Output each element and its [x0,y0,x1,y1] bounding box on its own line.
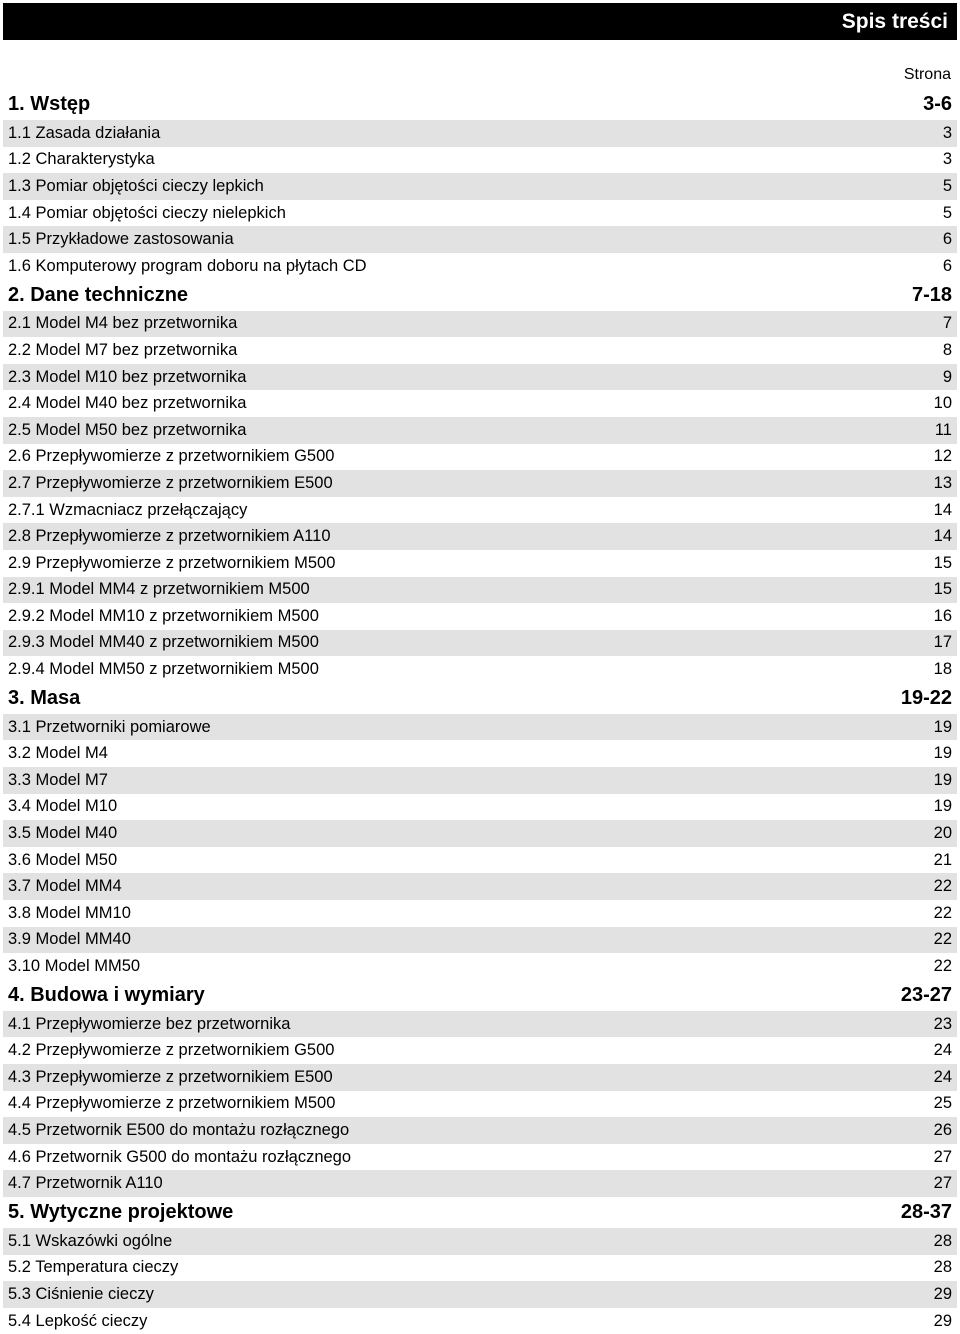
toc-section-page: 3-6 [923,93,952,115]
toc-item-title: 2.6 Przepływomierze z przetwornikiem G500 [8,447,335,466]
toc-item-title: 2.1 Model M4 bez przetwornika [8,314,238,333]
toc-item-row[interactable] [3,364,957,391]
toc-item-title: 1.1 Zasada działania [8,123,161,142]
toc-item-row[interactable] [3,1308,957,1334]
toc-item-page: 22 [933,877,952,896]
toc-item-row[interactable] [3,1117,957,1144]
toc-item-page: 14 [933,500,952,519]
toc-item-title: 2.9.1 Model MM4 z przetwornikiem M500 [8,580,310,599]
toc-item-page: 23 [933,1014,952,1033]
toc-item-title: 1.3 Pomiar objętości cieczy lepkich [8,176,264,195]
toc-item-row[interactable] [3,173,957,200]
toc-item-page: 15 [933,580,952,599]
toc-item-row[interactable] [3,337,957,364]
toc-item-page: 6 [942,230,952,249]
table-of-contents [3,89,957,1334]
toc-item-title: 4.5 Przetwornik E500 do montażu rozłącznego [8,1120,350,1139]
toc-item-row[interactable] [3,1170,957,1197]
toc-item-page: 24 [933,1067,952,1086]
toc-section-row[interactable] [3,980,957,1011]
toc-item-page: 25 [933,1094,952,1113]
toc-item-title: 3.6 Model M50 [8,850,118,869]
toc-item-title: 3.1 Przetworniki pomiarowe [8,717,211,736]
toc-item-page: 3 [942,123,952,142]
toc-item-row[interactable] [3,1011,957,1038]
toc-item-page: 18 [933,660,952,679]
toc-item-page: 5 [942,203,952,222]
toc-item-title: 2.7 Przepływomierze z przetwornikiem E500 [8,473,333,492]
toc-item-row[interactable] [3,767,957,794]
toc-item-row[interactable] [3,740,957,767]
toc-item-title: 5.2 Temperatura cieczy [8,1258,179,1277]
toc-item-page: 28 [933,1231,952,1250]
toc-item-row[interactable] [3,820,957,847]
toc-section-title: 4. Budowa i wymiary [8,983,205,1006]
toc-item-page: 22 [933,903,952,922]
toc-item-page: 27 [933,1174,952,1193]
toc-item-title: 3.8 Model MM10 [8,903,131,922]
toc-item-page: 22 [933,930,952,949]
toc-item-title: 3.5 Model M40 [8,824,118,843]
toc-item-row[interactable] [3,147,957,174]
toc-item-page: 11 [934,420,952,439]
toc-item-title: 5.1 Wskazówki ogólne [8,1231,173,1250]
toc-section-title: 2. Dane techniczne [8,283,189,306]
toc-section-row[interactable] [3,1197,957,1228]
toc-section-row[interactable] [3,89,957,120]
toc-item-page: 16 [933,606,952,625]
toc-item-row[interactable] [3,873,957,900]
toc-item-page: 9 [942,367,952,386]
toc-item-title: 2.9.4 Model MM50 z przetwornikiem M500 [8,660,319,679]
toc-item-title: 1.6 Komputerowy program doboru na płytach CD [8,256,367,275]
page-title: Spis treści [841,10,948,33]
toc-item-title: 2.3 Model M10 bez przetwornika [8,367,247,386]
toc-item-page: 19 [933,744,952,763]
toc-item-row[interactable] [3,120,957,147]
toc-item-title: 2.4 Model M40 bez przetwornika [8,394,247,413]
toc-item-page: 19 [933,770,952,789]
toc-item-row[interactable] [3,1091,957,1118]
toc-item-title: 4.7 Przetwornik A110 [8,1174,163,1193]
toc-item-page: 21 [933,850,952,869]
toc-item-row[interactable] [3,444,957,471]
toc-section-title: 1. Wstęp [8,93,91,115]
toc-item-title: 4.2 Przepływomierze z przetwornikiem G500 [8,1041,335,1060]
toc-item-page: 10 [933,394,952,413]
toc-item-title: 3.7 Model MM4 [8,877,122,896]
toc-item-title: 3.10 Model MM50 [8,957,141,976]
toc-item-title: 4.6 Przetwornik G500 do montażu rozłącznego [8,1147,352,1166]
toc-item-row[interactable] [3,1064,957,1091]
toc-item-page: 17 [933,633,952,652]
toc-item-title: 2.9.3 Model MM40 z przetwornikiem M500 [8,633,319,652]
toc-item-page: 19 [933,797,952,816]
toc-item-page: 20 [933,824,952,843]
toc-item-page: 6 [942,256,952,275]
toc-item-title: 5.3 Ciśnienie cieczy [8,1284,154,1303]
toc-section-row[interactable] [3,280,957,311]
toc-item-row[interactable] [3,1255,957,1282]
toc-item-row[interactable] [3,417,957,444]
toc-item-page: 14 [933,527,952,546]
toc-item-page: 24 [933,1041,952,1060]
toc-section-row[interactable] [3,683,957,714]
toc-item-page: 26 [933,1120,952,1139]
toc-item-title: 2.2 Model M7 bez przetwornika [8,340,238,359]
toc-item-page: 22 [933,957,952,976]
toc-item-row[interactable] [3,1037,957,1064]
toc-item-page: 5 [942,176,952,195]
toc-item-row[interactable] [3,200,957,227]
toc-item-page: 19 [933,717,952,736]
toc-item-title: 2.7.1 Wzmacniacz przełączający [8,500,248,519]
toc-item-row[interactable] [3,953,957,980]
toc-item-row[interactable] [3,714,957,741]
toc-item-row[interactable] [3,577,957,604]
toc-section-page: 7-18 [911,283,952,306]
toc-item-row[interactable] [3,311,957,338]
toc-item-title: 5.4 Lepkość cieczy [8,1311,148,1330]
toc-item-row[interactable] [3,656,957,683]
toc-item-title: 1.4 Pomiar objętości cieczy nielepkich [8,203,286,222]
toc-item-page: 3 [942,150,952,169]
toc-item-page: 7 [942,314,952,333]
toc-section-page: 28-37 [900,1200,952,1223]
toc-item-title: 4.1 Przepływomierze bez przetwornika [8,1014,291,1033]
toc-item-title: 3.4 Model M10 [8,797,118,816]
header-bar [3,3,957,40]
toc-item-row[interactable] [3,1228,957,1255]
toc-item-row[interactable] [3,226,957,253]
toc-item-row[interactable] [3,794,957,821]
toc-item-row[interactable] [3,253,957,280]
toc-section-title: 3. Masa [8,686,81,709]
toc-item-row[interactable] [3,847,957,874]
toc-item-title: 1.5 Przykładowe zastosowania [8,230,234,249]
toc-item-row[interactable] [3,900,957,927]
toc-item-row[interactable] [3,470,957,497]
toc-item-page: 27 [933,1147,952,1166]
toc-section-title: 5. Wytyczne projektowe [8,1200,234,1223]
toc-item-page: 13 [933,473,952,492]
toc-item-title: 3.9 Model MM40 [8,930,131,949]
toc-item-page: 12 [933,447,952,466]
toc-item-row[interactable] [3,1144,957,1171]
toc-item-page: 8 [942,340,952,359]
toc-item-title: 2.5 Model M50 bez przetwornika [8,420,247,439]
toc-item-page: 28 [933,1258,952,1277]
toc-item-row[interactable] [3,927,957,954]
toc-item-title: 1.2 Charakterystyka [8,150,155,169]
toc-item-title: 4.4 Przepływomierze z przetwornikiem M500 [8,1094,336,1113]
toc-item-page: 29 [933,1311,952,1330]
toc-item-title: 4.3 Przepływomierze z przetwornikiem E500 [8,1067,333,1086]
toc-item-row[interactable] [3,497,957,524]
toc-item-row[interactable] [3,630,957,657]
toc-item-title: 2.9.2 Model MM10 z przetwornikiem M500 [8,606,319,625]
toc-item-page: 15 [933,553,952,572]
toc-item-row[interactable] [3,550,957,577]
toc-item-title: 3.3 Model M7 [8,770,108,789]
toc-item-page: 29 [933,1284,952,1303]
toc-item-row[interactable] [3,1281,957,1308]
toc-item-title: 2.9 Przepływomierze z przetwornikiem M500 [8,553,336,572]
toc-item-row[interactable] [3,390,957,417]
toc-section-page: 19-22 [900,686,952,709]
toc-item-title: 3.2 Model M4 [8,744,108,763]
toc-item-row[interactable] [3,603,957,630]
toc-item-row[interactable] [3,523,957,550]
toc-item-title: 2.8 Przepływomierze z przetwornikiem A110 [8,527,331,546]
page-column-label: Strona [903,66,951,83]
toc-section-page: 23-27 [900,983,952,1006]
